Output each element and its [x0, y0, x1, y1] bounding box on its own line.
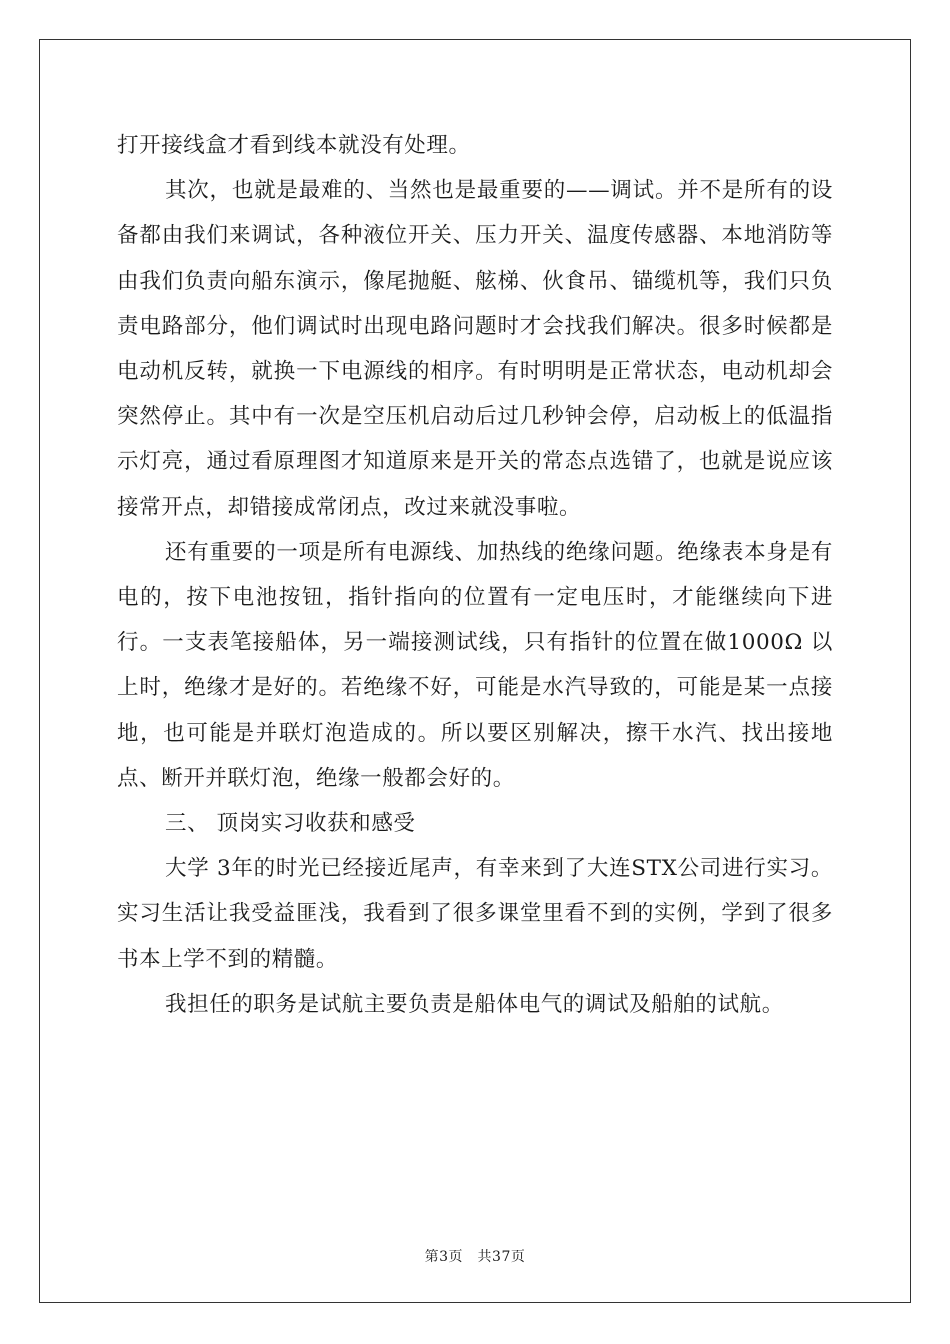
- paragraph-5: 我担任的职务是试航主要负责是船体电气的调试及船舶的试航。: [165, 991, 784, 1017]
- paragraph-1: 打开接线盒才看到线本就没有处理。: [117, 133, 471, 158]
- page-footer: 第3页 共37页: [424, 1249, 526, 1265]
- section-heading: 三、 顶岗实习收获和感受: [165, 811, 416, 837]
- paragraph-2: 其次，也就是最难的、当然也是最重要的——调试。并不是所有的设备都由我们来调试，各种液位开关、压力开关、温度传感器、本地消防等由我们负责向船东演示，像尾抛艇、舷梯、伙食吊、锚缆机等，我们只负责电路部分，他们调试时出现电路问题时才会找我们解决。很多时候都是电动机反转，就换一下电源线的相序。有时明明是正常状态，电动机却会突然停止。其中有一次是空压机启动后过几秒钟会停，启动板上的低温指示灯亮，通过看原理图才知道原来是开关的常态点选错了，也就是说应该接常开点，却错接成常闭点，改过来就没事啦。: [117, 178, 833, 520]
- paragraph-4: 大学 3年的时光已经接近尾声，有幸来到了大连STX公司进行实习。实习生活让我受益匪浅，我看到了很多课堂里看不到的实例，学到了很多书本上学不到的精髓。: [117, 856, 833, 972]
- paragraph-3: 还有重要的一项是所有电源线、加热线的绝缘问题。绝缘表本身是有电的，按下电池按钮，指针指向的位置有一定电压时，才能继续向下进行。一支表笔接船体，另一端接测试线，只有指针的位置在做1000Ω 以上时，绝缘才是好的。若绝缘不好，可能是水汽导致的，可能是某一点接地，也可能是并联灯泡造成的。所以要区别解决，擦干水汽、找出接地点、断开并联灯泡，绝缘一般都会好的。: [117, 539, 833, 791]
- document-body: [117, 123, 833, 1027]
